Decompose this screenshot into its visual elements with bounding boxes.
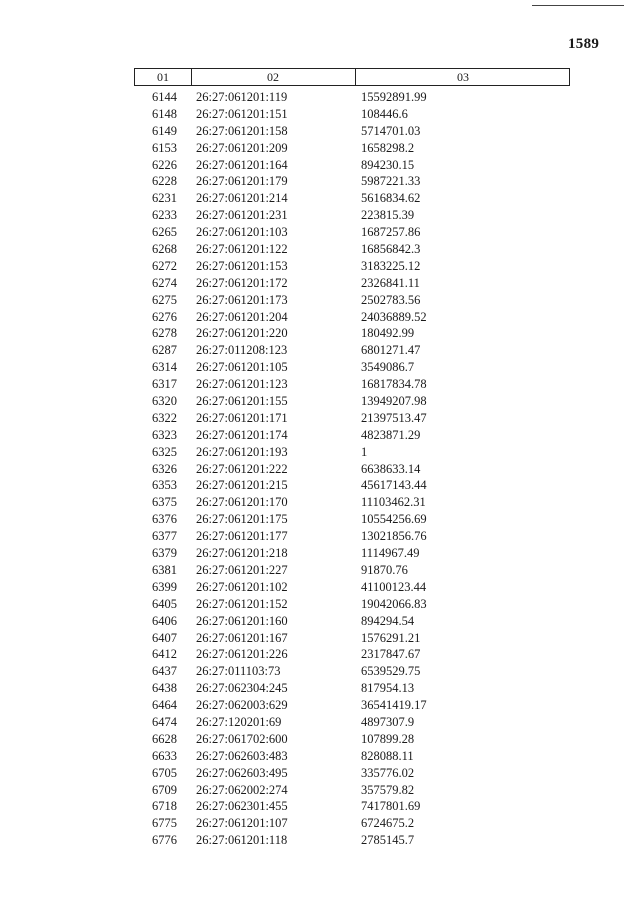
table-cell-col-3: 6801271.47 [361, 343, 421, 358]
table-row [0, 714, 640, 731]
table-cell-col-3: 19042066.83 [361, 596, 427, 611]
table-row [0, 123, 640, 140]
table-cell-col-1: 6231 [152, 191, 177, 206]
table-row [0, 815, 640, 832]
header-col-2: 02 [191, 69, 356, 85]
table-cell-col-3: 2785145.7 [361, 833, 415, 848]
table-row [0, 782, 640, 799]
table-cell-col-3: 5987221.33 [361, 174, 421, 189]
table-cell-col-1: 6144 [152, 90, 177, 104]
table-cell-col-3: 817954.13 [361, 681, 415, 696]
table-row [0, 89, 640, 106]
table-cell-col-1: 6775 [152, 816, 177, 831]
table-cell-col-2: 26:27:061201:173 [196, 292, 288, 307]
table-cell-col-2: 26:27:061201:164 [196, 157, 288, 172]
table-cell-col-2: 26:27:061201:119 [196, 90, 288, 104]
table-cell-col-2: 26:27:061201:103 [196, 225, 288, 240]
table-cell-col-2: 26:27:062002:274 [196, 782, 288, 797]
table-cell-col-3: 7417801.69 [361, 799, 421, 814]
table-row [0, 275, 640, 292]
table-row [0, 292, 640, 309]
table-cell-col-2: 26:27:061201:160 [196, 613, 288, 628]
table-row [0, 461, 640, 478]
table-cell-col-1: 6377 [152, 529, 177, 544]
table-row [0, 376, 640, 393]
table-cell-col-1: 6153 [152, 140, 177, 155]
table-cell-col-2: 26:27:061201:122 [196, 242, 288, 257]
table-cell-col-3: 4897307.9 [361, 714, 415, 729]
table-cell-col-2: 26:27:061201:170 [196, 495, 288, 510]
table-cell-col-2: 26:27:061201:177 [196, 529, 288, 544]
table-cell-col-2: 26:27:061201:218 [196, 546, 288, 561]
table-cell-col-2: 26:27:061201:227 [196, 562, 288, 577]
table-cell-col-2: 26:27:061201:204 [196, 309, 288, 324]
table-cell-col-2: 26:27:061201:153 [196, 258, 288, 273]
table-cell-col-1: 6406 [152, 613, 177, 628]
table-row [0, 697, 640, 714]
table-row [0, 342, 640, 359]
table-row [0, 325, 640, 342]
table-cell-col-3: 6539529.75 [361, 664, 421, 679]
table-cell-col-3: 1114967.49 [361, 546, 420, 561]
table-cell-col-1: 6412 [152, 647, 177, 662]
table-cell-col-2: 26:27:061201:174 [196, 427, 288, 442]
table-row [0, 494, 640, 511]
table-cell-col-1: 6376 [152, 512, 177, 527]
table-row [0, 579, 640, 596]
table-row [0, 680, 640, 697]
table-cell-col-3: 2326841.11 [361, 275, 420, 290]
table-cell-col-3: 1658298.2 [361, 140, 415, 155]
table-cell-col-3: 16856842.3 [361, 242, 421, 257]
table-header [134, 68, 570, 86]
table-cell-col-1: 6325 [152, 444, 177, 459]
table-cell-col-2: 26:27:061201:214 [196, 191, 288, 206]
table-cell-col-3: 16817834.78 [361, 377, 427, 392]
table-row [0, 106, 640, 123]
table-row [0, 258, 640, 275]
table-cell-col-3: 3183225.12 [361, 258, 421, 273]
table-cell-col-2: 26:27:061201:172 [196, 275, 288, 290]
table-cell-col-2: 26:27:061201:158 [196, 123, 288, 138]
table-cell-col-2: 26:27:061201:175 [196, 512, 288, 527]
table-row [0, 545, 640, 562]
table-cell-col-3: 6638633.14 [361, 461, 421, 476]
table-cell-col-1: 6709 [152, 782, 177, 797]
table-cell-col-3: 894230.15 [361, 157, 415, 172]
table-row [0, 646, 640, 663]
table-cell-col-3: 894294.54 [361, 613, 415, 628]
table-row [0, 190, 640, 207]
table-cell-col-3: 2502783.56 [361, 292, 421, 307]
table-cell-col-1: 6276 [152, 309, 177, 324]
table-cell-col-1: 6633 [152, 748, 177, 763]
table-cell-col-3: 828088.11 [361, 748, 414, 763]
table-cell-col-3: 91870.76 [361, 562, 408, 577]
table-row [0, 562, 640, 579]
table-cell-col-3: 1576291.21 [361, 630, 421, 645]
table-cell-col-1: 6268 [152, 242, 177, 257]
table-cell-col-1: 6274 [152, 275, 177, 290]
table-cell-col-3: 36541419.17 [361, 698, 427, 713]
table-row [0, 765, 640, 782]
table-row [0, 173, 640, 190]
table-cell-col-1: 6438 [152, 681, 177, 696]
table-row [0, 224, 640, 241]
table-row [0, 393, 640, 410]
top-rule [532, 5, 624, 6]
table-cell-col-1: 6326 [152, 461, 177, 476]
table-cell-col-1: 6317 [152, 377, 177, 392]
table-cell-col-1: 6437 [152, 664, 177, 679]
table-cell-col-3: 13949207.98 [361, 394, 427, 409]
table-cell-col-3: 5616834.62 [361, 191, 421, 206]
table-row [0, 528, 640, 545]
table-row [0, 511, 640, 528]
table-cell-col-1: 6272 [152, 258, 177, 273]
table-cell-col-2: 26:27:061201:193 [196, 444, 288, 459]
table-cell-col-1: 6228 [152, 174, 177, 189]
table-cell-col-2: 26:27:061201:209 [196, 140, 288, 155]
table-cell-col-3: 107899.28 [361, 731, 415, 746]
table-cell-col-3: 5714701.03 [361, 123, 421, 138]
table-row [0, 748, 640, 765]
table-row [0, 663, 640, 680]
table-row [0, 309, 640, 326]
table-cell-col-2: 26:27:061201:105 [196, 360, 288, 375]
table-cell-col-2: 26:27:061201:102 [196, 579, 288, 594]
header-col-3: 03 [457, 70, 469, 84]
table-cell-col-1: 6379 [152, 546, 177, 561]
table-cell-col-1: 6233 [152, 208, 177, 223]
table-cell-col-2: 26:27:011208:123 [196, 343, 288, 358]
table-cell-col-3: 45617143.44 [361, 478, 427, 493]
table-cell-col-1: 6149 [152, 123, 177, 138]
header-col-1: 01 [135, 69, 192, 85]
table-cell-col-1: 6705 [152, 765, 177, 780]
table-cell-col-2: 26:27:061201:226 [196, 647, 288, 662]
table-cell-col-2: 26:27:062304:245 [196, 681, 288, 696]
table-cell-col-3: 357579.82 [361, 782, 415, 797]
table-row [0, 427, 640, 444]
table-cell-col-3: 108446.6 [361, 106, 408, 121]
table-cell-col-3: 4823871.29 [361, 427, 421, 442]
table-cell-col-2: 26:27:061201:171 [196, 410, 288, 425]
table-cell-col-2: 26:27:062603:483 [196, 748, 288, 763]
table-row [0, 140, 640, 157]
table-cell-col-3: 24036889.52 [361, 309, 427, 324]
table-cell-col-2: 26:27:061201:151 [196, 106, 288, 121]
table-cell-col-1: 6275 [152, 292, 177, 307]
table-cell-col-1: 6353 [152, 478, 177, 493]
page-number: 1589 [568, 36, 600, 52]
table-cell-col-2: 26:27:061201:123 [196, 377, 288, 392]
table-cell-col-1: 6314 [152, 360, 177, 375]
table-cell-col-2: 26:27:011103:73 [196, 664, 281, 679]
table-cell-col-2: 26:27:061201:215 [196, 478, 288, 493]
table-cell-col-3: 1 [361, 444, 368, 459]
table-cell-col-1: 6405 [152, 596, 177, 611]
table-cell-col-3: 10554256.69 [361, 512, 427, 527]
table-row [0, 613, 640, 630]
table-cell-col-1: 6628 [152, 731, 177, 746]
table-cell-col-3: 6724675.2 [361, 816, 415, 831]
table-row [0, 207, 640, 224]
table-cell-col-1: 6323 [152, 427, 177, 442]
table-cell-col-1: 6776 [152, 833, 177, 848]
table-row [0, 596, 640, 613]
table-cell-col-3: 21397513.47 [361, 410, 427, 425]
table-cell-col-1: 6265 [152, 225, 177, 240]
table-cell-col-2: 26:27:062301:455 [196, 799, 288, 814]
table-cell-col-3: 11103462.31 [361, 495, 426, 510]
table-cell-col-1: 6322 [152, 410, 177, 425]
table-cell-col-3: 1687257.86 [361, 225, 421, 240]
table-cell-col-3: 15592891.99 [361, 90, 427, 104]
table-cell-col-2: 26:27:061201:118 [196, 833, 288, 848]
table-cell-col-1: 6464 [152, 698, 177, 713]
table-cell-col-3: 13021856.76 [361, 529, 427, 544]
table-cell-col-2: 26:27:061201:152 [196, 596, 288, 611]
table-cell-col-2: 26:27:062003:629 [196, 698, 288, 713]
table-cell-col-3: 335776.02 [361, 765, 415, 780]
table-cell-col-3: 3549086.7 [361, 360, 415, 375]
table-cell-col-2: 26:27:061702:600 [196, 731, 288, 746]
table-row [0, 241, 640, 258]
table-cell-col-1: 6375 [152, 495, 177, 510]
table-cell-col-2: 26:27:061201:231 [196, 208, 288, 223]
table-cell-col-2: 26:27:062603:495 [196, 765, 288, 780]
table-cell-col-2: 26:27:061201:167 [196, 630, 288, 645]
table-cell-col-3: 2317847.67 [361, 647, 421, 662]
table-row [0, 444, 640, 461]
table-row [0, 157, 640, 174]
table-cell-col-1: 6381 [152, 562, 177, 577]
table-cell-col-2: 26:27:061201:155 [196, 394, 288, 409]
table-cell-col-1: 6287 [152, 343, 177, 358]
table-row [0, 731, 640, 748]
table-row [0, 832, 640, 849]
table-cell-col-3: 223815.39 [361, 208, 415, 223]
table-cell-col-3: 180492.99 [361, 326, 415, 341]
table-cell-col-2: 26:27:120201:69 [196, 714, 282, 729]
table-cell-col-1: 6278 [152, 326, 177, 341]
table-cell-col-1: 6148 [152, 106, 177, 121]
table-cell-col-2: 26:27:061201:179 [196, 174, 288, 189]
table-cell-col-2: 26:27:061201:220 [196, 326, 288, 341]
table-cell-col-1: 6407 [152, 630, 177, 645]
table-row [0, 477, 640, 494]
table-cell-col-1: 6718 [152, 799, 177, 814]
table-cell-col-2: 26:27:061201:222 [196, 461, 288, 476]
table-cell-col-3: 41100123.44 [361, 579, 427, 594]
table-cell-col-1: 6226 [152, 157, 177, 172]
table-cell-col-1: 6474 [152, 714, 177, 729]
table-row [0, 410, 640, 427]
table-body [0, 89, 640, 849]
table-row [0, 630, 640, 647]
table-cell-col-1: 6399 [152, 579, 177, 594]
table-cell-col-1: 6320 [152, 394, 177, 409]
table-row [0, 359, 640, 376]
table-cell-col-2: 26:27:061201:107 [196, 816, 288, 831]
table-row [0, 798, 640, 815]
